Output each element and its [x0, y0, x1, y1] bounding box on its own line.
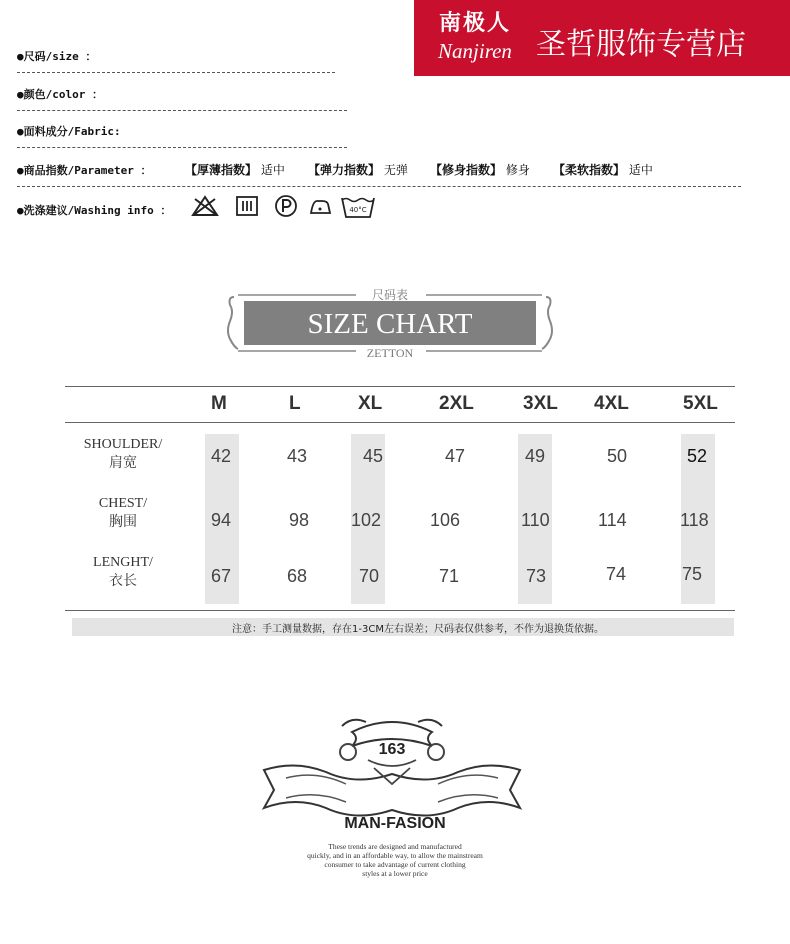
table-top-rule — [65, 386, 735, 387]
size-chart-cn: 尺码表 — [371, 288, 409, 302]
cell-length-3xl: 73 — [526, 566, 547, 586]
divider — [17, 147, 347, 148]
cell-chest-3xl: 110 — [521, 510, 550, 530]
measurement-note: 注意：手工测量数据，存在1-3CM左右误差；尺码表仅供参考，不作为退换货依据。 — [232, 624, 604, 635]
cell-shoulder-3xl: 49 — [525, 446, 546, 466]
param-fit: 【修身指数】 修身 — [430, 163, 530, 177]
footer-title: MAN-FASION — [344, 815, 446, 832]
row-label-shoulder: SHOULDER/ 肩宽 — [83, 437, 163, 471]
cell-chest-xl: 102 — [351, 510, 382, 530]
size-header-5xl: 5XL — [683, 393, 718, 414]
size-header-3xl: 3XL — [523, 393, 558, 414]
drip-dry-icon — [235, 194, 259, 222]
color-label: ●颜色/color ： — [17, 88, 103, 101]
divider — [17, 186, 741, 187]
cell-length-2xl: 71 — [439, 566, 460, 586]
cell-chest-2xl: 106 — [430, 510, 461, 530]
size-header-m: M — [211, 393, 227, 414]
table-header-rule — [65, 422, 735, 423]
logo-en: Nanjiren — [438, 39, 512, 63]
cell-shoulder-xl: 45 — [363, 446, 384, 466]
size-chart-brand: ZETTON — [366, 346, 414, 360]
size-label: ●尺码/size ： — [17, 50, 97, 63]
cell-chest-4xl: 114 — [598, 510, 627, 530]
do-not-bleach-icon — [190, 194, 220, 222]
size-header-4xl: 4XL — [594, 393, 629, 414]
size-header-xl: XL — [358, 393, 383, 414]
fabric-label: ●面料成分/Fabric: — [17, 125, 121, 138]
row-label-chest: CHEST/ 胸围 — [98, 496, 148, 530]
size-chart-title: SIZE CHART — [307, 308, 473, 340]
size-table — [65, 386, 735, 612]
dry-clean-p-icon — [274, 194, 298, 222]
cell-shoulder-5xl: 52 — [687, 446, 708, 466]
cell-chest-l: 98 — [289, 510, 310, 530]
row-label-length: LENGHT/ 衣长 — [93, 555, 153, 589]
svg-text:40°C: 40°C — [349, 206, 367, 214]
divider — [17, 110, 347, 111]
iron-low-icon — [308, 194, 334, 222]
washing-label: ●洗涤建议/Washing info ： — [17, 204, 172, 217]
cell-shoulder-l: 43 — [287, 446, 308, 466]
cell-length-5xl: 75 — [682, 564, 703, 584]
store-name: 圣哲服饰专营店 — [536, 27, 746, 62]
footer-tagline: These trends are designed and manufactured quickly, and in an affordable way, to allow the mainstream consumer to take advantage of current clothing styles at a lower price — [307, 842, 483, 878]
size-header-2xl: 2XL — [439, 393, 474, 414]
cell-chest-m: 94 — [211, 510, 232, 530]
cell-shoulder-4xl: 50 — [607, 446, 628, 466]
cell-length-4xl: 74 — [606, 564, 627, 584]
cell-length-m: 67 — [211, 566, 232, 586]
wash-40-icon — [340, 194, 376, 224]
cell-chest-5xl: 118 — [680, 510, 709, 530]
parameter-label: ●商品指数/Parameter ： — [17, 164, 152, 177]
badge-number: 163 — [378, 741, 406, 758]
size-chart-emblem — [224, 285, 556, 361]
param-thickness: 【厚薄指数】 适中 — [185, 163, 285, 177]
param-elasticity: 【弹力指数】 无弹 — [308, 163, 408, 177]
cell-length-xl: 70 — [359, 566, 380, 586]
table-bottom-rule — [65, 610, 735, 611]
measurement-note-bar — [72, 618, 734, 636]
cell-shoulder-2xl: 47 — [445, 446, 466, 466]
divider — [17, 72, 335, 73]
size-header-l: L — [289, 393, 301, 414]
param-softness: 【柔软指数】 适中 — [553, 163, 653, 177]
cell-length-l: 68 — [287, 566, 308, 586]
logo-cn: 南极人 — [438, 10, 511, 36]
ornament-badge — [256, 712, 528, 822]
cell-shoulder-m: 42 — [211, 446, 232, 466]
brand-logo — [420, 6, 530, 64]
store-banner — [414, 0, 790, 76]
